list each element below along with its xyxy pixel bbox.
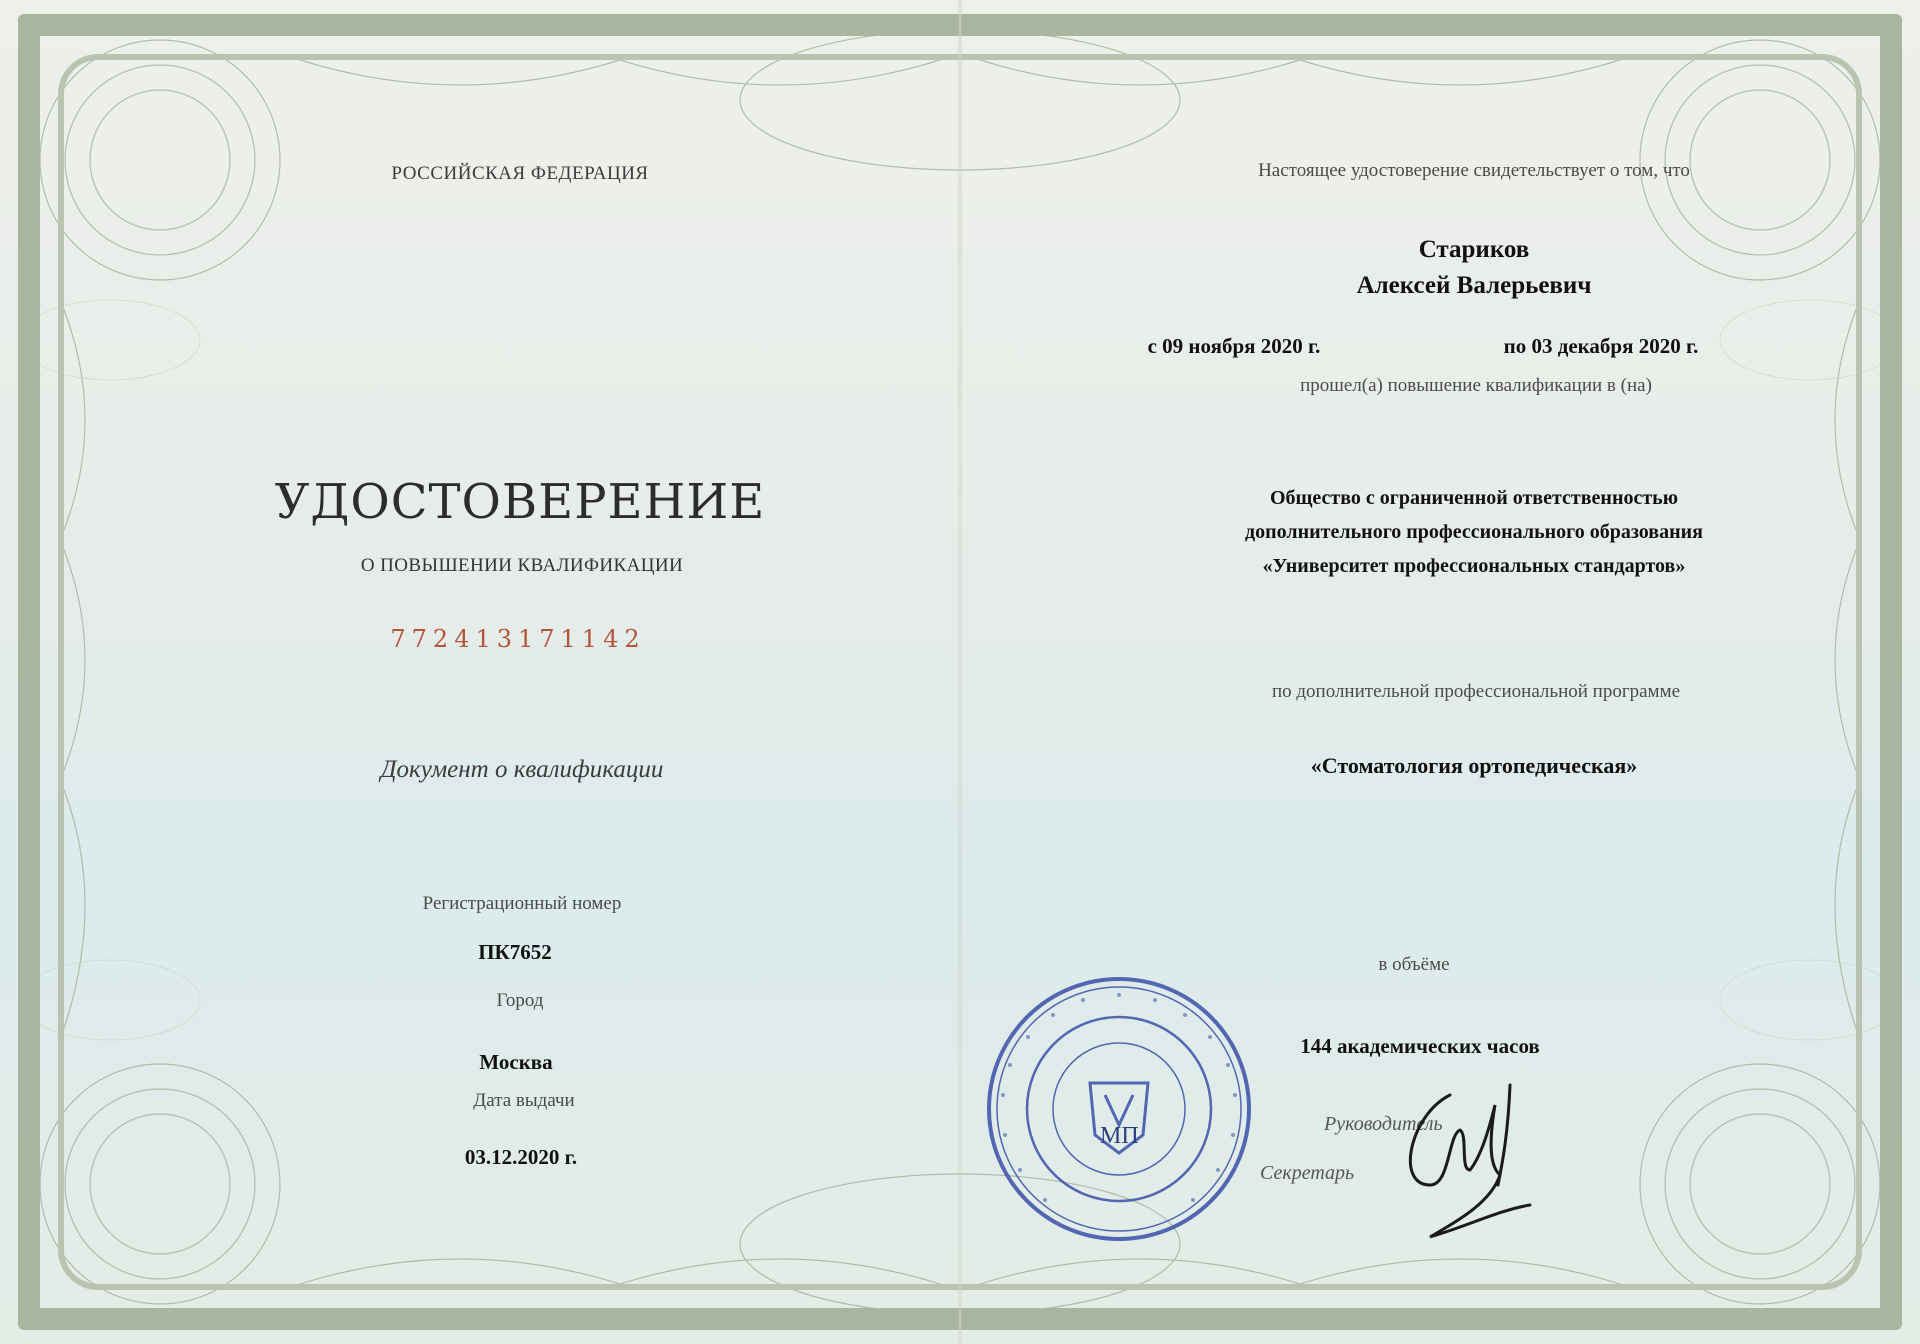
- stamp-mark: МП: [1100, 1123, 1139, 1149]
- city-value: Москва: [479, 1050, 553, 1074]
- organization-line: «Университет профессиональных стандартов»: [1262, 555, 1686, 577]
- intro-text: Настоящее удостоверение свидетельствует о том, что: [1258, 160, 1690, 181]
- holder-given-names: Алексей Валерьевич: [1356, 272, 1592, 299]
- issue-date: 03.12.2020 г.: [464, 1145, 578, 1169]
- head-label: Руководитель: [1324, 1113, 1443, 1135]
- holder-surname: Стариков: [1418, 236, 1530, 263]
- organization-stamp: [985, 975, 1253, 1243]
- program-label: по дополнительной профессиональной программе: [1271, 681, 1681, 702]
- serial-number: 772413171142: [390, 625, 646, 653]
- date-to: по 03 декабря 2020 г.: [1503, 334, 1699, 358]
- registration-number: ПК7652: [478, 940, 552, 964]
- document-type: Документ о квалификации: [380, 756, 664, 783]
- secretary-label: Секретарь: [1260, 1162, 1355, 1184]
- issue-date-label: Дата выдачи: [473, 1090, 575, 1111]
- program-name: «Стоматология ортопедическая»: [1310, 753, 1638, 778]
- volume-label: в объёме: [1378, 954, 1450, 975]
- registration-label: Регистрационный номер: [422, 893, 622, 914]
- organization-line: Общество с ограниченной ответственностью: [1269, 487, 1679, 509]
- country-heading: РОССИЙСКАЯ ФЕДЕРАЦИЯ: [391, 163, 649, 184]
- document-subtitle: О ПОВЫШЕНИИ КВАЛИФИКАЦИИ: [360, 555, 684, 576]
- page-fold: [958, 0, 962, 1344]
- organization-line: дополнительного профессионального образования: [1245, 521, 1703, 543]
- document-title: УДОСТОВЕРЕНИЕ: [274, 474, 766, 530]
- passed-text: прошел(а) повышение квалификации в (на): [1300, 375, 1652, 396]
- date-from: с 09 ноября 2020 г.: [1147, 334, 1321, 358]
- volume-value: 144 академических часов: [1300, 1034, 1540, 1058]
- signature: [1390, 1075, 1540, 1245]
- city-label: Город: [496, 990, 544, 1011]
